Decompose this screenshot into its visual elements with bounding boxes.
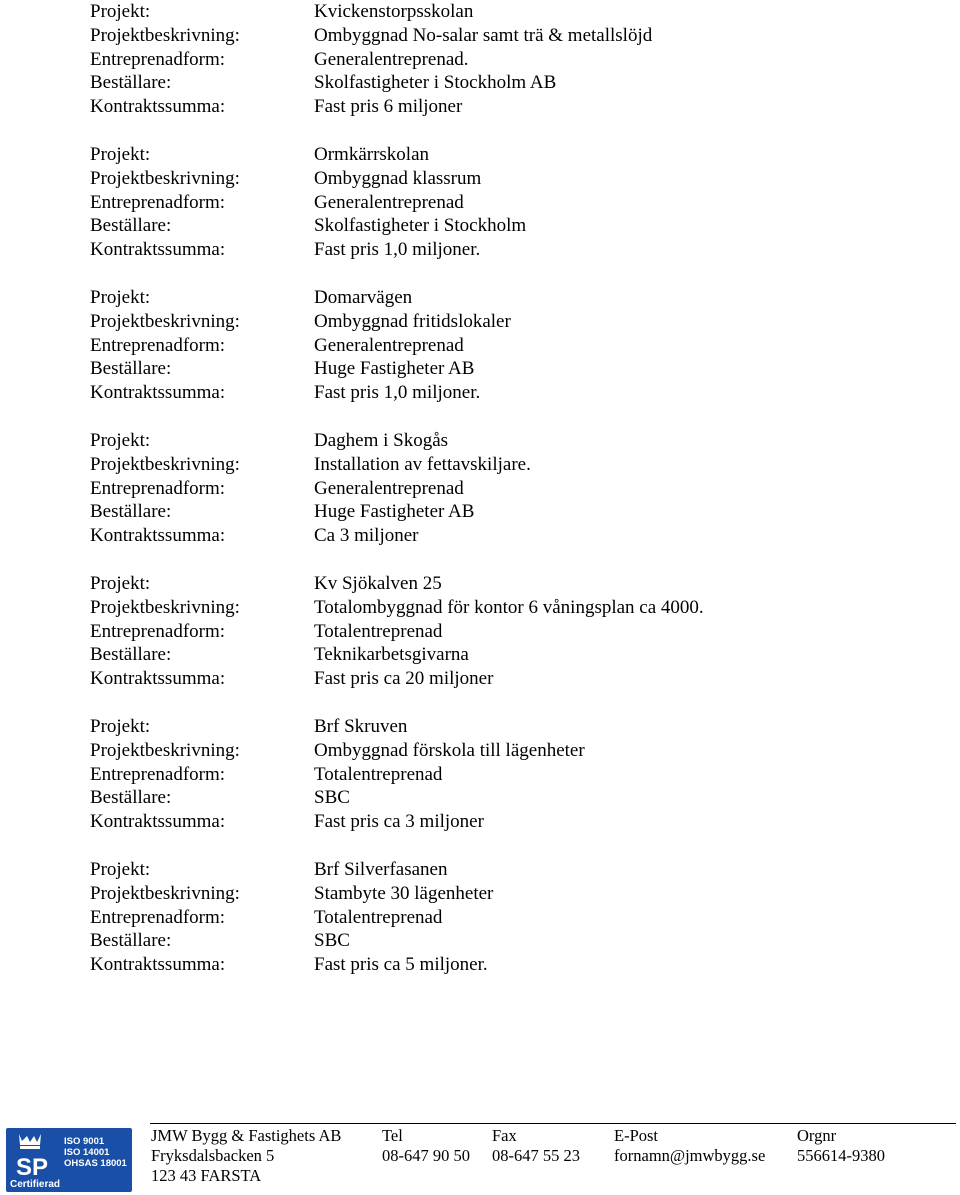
project-entry	[90, 572, 950, 691]
contract-sum: Ca 3 miljoner	[314, 525, 419, 547]
field-label-bestallare: Beställare:	[90, 644, 172, 666]
field-label-beskrivning: Projektbeskrivning:	[90, 310, 240, 332]
contract-form: Generalentreprenad	[314, 477, 464, 499]
project-name: Ormkärrskolan	[314, 143, 430, 165]
contract-sum-row	[90, 238, 950, 262]
project-entry	[90, 143, 950, 262]
project-name: Daghem i Skogås	[314, 429, 449, 451]
contract-form: Totalentreprenad	[314, 906, 443, 928]
field-label-beskrivning: Projektbeskrivning:	[90, 882, 240, 904]
footer-divider	[150, 1123, 956, 1124]
client: Huge Fastigheter AB	[314, 501, 475, 523]
project-entry	[90, 0, 950, 119]
field-label-bestallare: Beställare:	[90, 787, 172, 809]
field-label-projekt: Projekt:	[90, 143, 151, 165]
orgnr-label: Orgnr	[797, 1126, 837, 1145]
project-description: Totalombyggnad för kontor 6 våningsplan ca 4000.	[314, 596, 704, 618]
footer-tel	[382, 1126, 470, 1166]
description-row	[90, 24, 950, 48]
description-row	[90, 453, 950, 477]
company-name: JMW Bygg & Fastighets AB	[151, 1126, 342, 1145]
fax-label: Fax	[492, 1126, 517, 1145]
field-label-entreprenadform: Entreprenadform:	[90, 48, 226, 70]
project-entry	[90, 429, 950, 548]
description-row	[90, 739, 950, 763]
fax-number: 08-647 55 23	[492, 1146, 580, 1165]
contract-sum-row	[90, 810, 950, 834]
contract-form: Totalentreprenad	[314, 620, 443, 642]
project-list	[90, 0, 950, 977]
contract-sum: Fast pris 1,0 miljoner.	[314, 382, 481, 404]
field-label-entreprenadform: Entreprenadform:	[90, 477, 226, 499]
field-label-beskrivning: Projektbeskrivning:	[90, 167, 240, 189]
project-row	[90, 0, 950, 24]
contract-sum: Fast pris ca 20 miljoner	[314, 668, 494, 690]
field-label-kontraktssumma: Kontraktssumma:	[90, 525, 226, 547]
project-name: Domarvägen	[314, 286, 413, 308]
contract-sum: Fast pris 6 miljoner	[314, 96, 463, 118]
contract-form-row	[90, 334, 950, 358]
project-row	[90, 286, 950, 310]
footer	[0, 1121, 960, 1195]
project-entry	[90, 858, 950, 977]
field-label-kontraktssumma: Kontraktssumma:	[90, 239, 226, 261]
contract-sum: Fast pris 1,0 miljoner.	[314, 239, 481, 261]
field-label-kontraktssumma: Kontraktssumma:	[90, 382, 226, 404]
project-description: Ombyggnad klassrum	[314, 167, 482, 189]
project-row	[90, 858, 950, 882]
certified-label: Certifierad	[10, 1179, 61, 1190]
contract-form: Totalentreprenad	[314, 763, 443, 785]
street-address: Fryksdalsbacken 5	[151, 1146, 275, 1165]
field-label-beskrivning: Projektbeskrivning:	[90, 24, 240, 46]
iso-line: ISO 9001	[64, 1136, 105, 1147]
client: Teknikarbetsgivarna	[314, 644, 469, 666]
field-label-projekt: Projekt:	[90, 429, 151, 451]
field-label-projekt: Projekt:	[90, 286, 151, 308]
project-row	[90, 429, 950, 453]
client-row	[90, 929, 950, 953]
contract-sum-row	[90, 95, 950, 119]
footer-email	[614, 1126, 765, 1166]
contract-form-row	[90, 191, 950, 215]
project-row	[90, 143, 950, 167]
project-entry	[90, 286, 950, 405]
field-label-projekt: Projekt:	[90, 1, 151, 22]
field-label-beskrivning: Projektbeskrivning:	[90, 739, 240, 761]
contract-sum: Fast pris ca 3 miljoner	[314, 811, 484, 833]
project-name: Brf Silverfasanen	[314, 858, 448, 880]
field-label-entreprenadform: Entreprenadform:	[90, 191, 226, 213]
project-description: Stambyte 30 lägenheter	[314, 882, 494, 904]
iso-line: ISO 14001	[64, 1147, 110, 1158]
field-label-kontraktssumma: Kontraktssumma:	[90, 96, 226, 118]
client-row	[90, 214, 950, 238]
orgnr-value: 556614-9380	[797, 1146, 885, 1165]
contract-form: Generalentreprenad.	[314, 48, 469, 70]
contract-form: Generalentreprenad	[314, 334, 464, 356]
email-address[interactable]: fornamn@jmwbygg.se	[614, 1146, 766, 1165]
client-row	[90, 500, 950, 524]
project-name: Kvickenstorpsskolan	[314, 1, 474, 22]
contract-sum: Fast pris ca 5 miljoner.	[314, 954, 488, 976]
field-label-beskrivning: Projektbeskrivning:	[90, 596, 240, 618]
field-label-kontraktssumma: Kontraktssumma:	[90, 954, 226, 976]
description-row	[90, 310, 950, 334]
contract-sum-row	[90, 381, 950, 405]
field-label-entreprenadform: Entreprenadform:	[90, 334, 226, 356]
description-row	[90, 167, 950, 191]
field-label-projekt: Projekt:	[90, 858, 151, 880]
sp-mark: SP	[15, 1154, 49, 1181]
contract-form-row	[90, 620, 950, 644]
field-label-projekt: Projekt:	[90, 715, 151, 737]
field-label-kontraktssumma: Kontraktssumma:	[90, 811, 226, 833]
project-name: Kv Sjökalven 25	[314, 572, 442, 594]
client-row	[90, 786, 950, 810]
field-label-projekt: Projekt:	[90, 572, 151, 594]
project-description: Ombyggnad förskola till lägenheter	[314, 739, 585, 761]
field-label-bestallare: Beställare:	[90, 930, 172, 952]
client-row	[90, 643, 950, 667]
tel-number: 08-647 90 50	[382, 1146, 470, 1165]
client-row	[90, 71, 950, 95]
client: SBC	[314, 787, 350, 809]
description-row	[90, 882, 950, 906]
client: Huge Fastigheter AB	[314, 358, 475, 380]
footer-orgnr	[797, 1126, 885, 1166]
project-row	[90, 572, 950, 596]
field-label-beskrivning: Projektbeskrivning:	[90, 453, 240, 475]
field-label-bestallare: Beställare:	[90, 501, 172, 523]
field-label-entreprenadform: Entreprenadform:	[90, 620, 226, 642]
field-label-bestallare: Beställare:	[90, 358, 172, 380]
tel-label: Tel	[382, 1126, 403, 1145]
contract-sum-row	[90, 524, 950, 548]
project-entry	[90, 715, 950, 834]
description-row	[90, 596, 950, 620]
contract-sum-row	[90, 667, 950, 691]
contract-sum-row	[90, 953, 950, 977]
iso-list	[64, 1136, 130, 1169]
client: Skolfastigheter i Stockholm	[314, 215, 527, 237]
field-label-entreprenadform: Entreprenadform:	[90, 906, 226, 928]
project-description: Ombyggnad No-salar samt trä & metallslöjd	[314, 24, 653, 46]
field-label-bestallare: Beställare:	[90, 72, 172, 94]
sp-certification-logo	[6, 1128, 132, 1192]
footer-fax	[492, 1126, 580, 1166]
field-label-kontraktssumma: Kontraktssumma:	[90, 668, 226, 690]
postal-city: 123 43 FARSTA	[151, 1166, 262, 1185]
footer-address	[151, 1126, 341, 1186]
contract-form-row	[90, 477, 950, 501]
client: Skolfastigheter i Stockholm AB	[314, 72, 557, 94]
contract-form-row	[90, 763, 950, 787]
project-name: Brf Skruven	[314, 715, 408, 737]
project-row	[90, 715, 950, 739]
project-description: Installation av fettavskiljare.	[314, 453, 531, 475]
iso-line: OHSAS 18001	[64, 1158, 127, 1169]
field-label-entreprenadform: Entreprenadform:	[90, 763, 226, 785]
contract-form-row	[90, 906, 950, 930]
contract-form: Generalentreprenad	[314, 191, 464, 213]
client-row	[90, 357, 950, 381]
client: SBC	[314, 930, 350, 952]
project-description: Ombyggnad fritidslokaler	[314, 310, 511, 332]
contract-form-row	[90, 48, 950, 72]
email-label: E-Post	[614, 1126, 659, 1145]
field-label-bestallare: Beställare:	[90, 215, 172, 237]
